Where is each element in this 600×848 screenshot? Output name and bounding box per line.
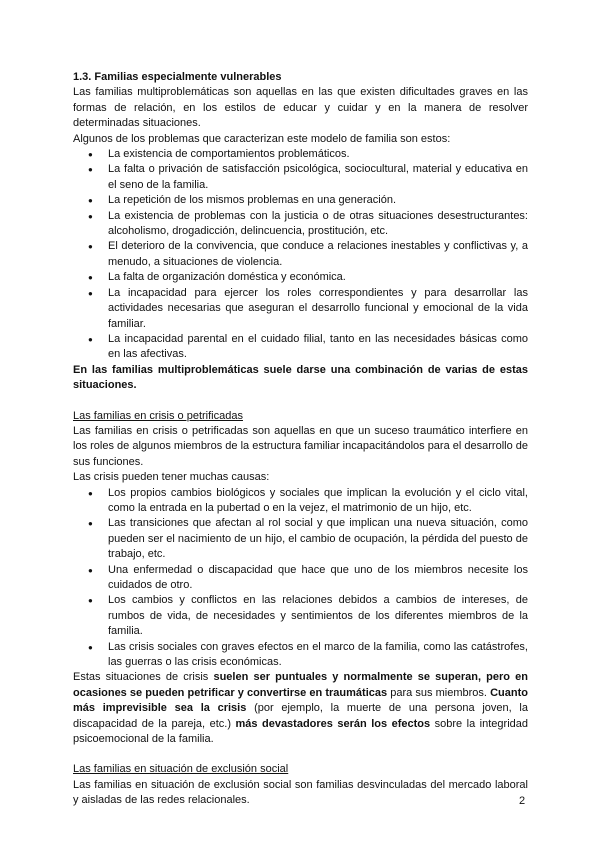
section-heading-crisis-families: Las familias en crisis o petrificadas [73, 409, 243, 422]
text-run: para sus miembros. [387, 686, 491, 699]
list-item: ● La incapacidad parental en el cuidado filial, tanto en las necesidades básicas como en las afectivas. [108, 332, 528, 363]
paragraph-multiproblem-intro: Las familias multiproblemáticas son aquellas en las que existen dificultades graves en las formas de relación, en los estilos de educar y cuidar y en la manera de resolver determinadas situaciones. [73, 86, 528, 130]
list-item: ● La falta o privación de satisfacción psicológica, sociocultural, material y educativa en el seno de la familia. [108, 162, 528, 193]
bold-run: suelen ser puntuales y normalmente se superan, pero en ocasiones se pueden petrificar y convertirse en traumáticas [73, 671, 528, 699]
list-item: ● El deterioro de la convivencia, que conduce a relaciones inestables y conflictivas y, a menudo, a situaciones de violencia. [108, 239, 528, 270]
list-item: ● Las crisis sociales con graves efectos en el marco de la familia, como las catástrofes, las guerras o las crisis económicas. [108, 640, 528, 671]
list-item: ● La incapacidad para ejercer los roles correspondientes y para desarrollar las actividades necesarias que aseguran el desarrollo funcional y emocional de la vida familiar. [108, 286, 528, 332]
problems-list [73, 147, 528, 363]
list-item: ● La repetición de los mismos problemas en una generación. [108, 193, 528, 208]
list-item: ● La existencia de comportamientos problemáticos. [108, 147, 528, 162]
text-run: (por ejemplo, la muerte de una persona joven, la discapacidad de la pareja, etc.) [73, 702, 528, 730]
crisis-causes-list [73, 486, 528, 671]
paragraph-exclusion-intro: Las familias en situación de exclusión social son familias desvinculadas del mercado laboral y aisladas de las redes relacionales. [73, 778, 528, 807]
section-heading-vulnerable-families: 1.3. Familias especialmente vulnerables [73, 71, 282, 83]
paragraph-multiproblem-conclusion: En las familias multiproblemáticas suele darse una combinación de varias de estas situaciones. [73, 363, 528, 392]
page-number: 2 [519, 795, 526, 807]
paragraph-crisis-intro: Las familias en crisis o petrificadas son aquellas en que un suceso traumático interfiere en los roles de algunos miembros de la estructura familiar incapacitándolos para el desarrollo de sus funciones. [73, 424, 528, 468]
paragraph-crisis-lead: Las crisis pueden tener muchas causas: [73, 471, 270, 484]
text-run: Estas situaciones de crisis [73, 671, 214, 684]
bold-run: más devastadores serán los efectos [235, 717, 431, 730]
paragraph-problems-lead: Algunos de los problemas que caracterizan este modelo de familia son estos: [73, 132, 451, 145]
list-item: ● Las transiciones que afectan al rol social y que implican una nueva situación, como pueden ser el nacimiento de un hijo, el cambio de ocupación, la pérdida del puesto de trabajo, etc. [108, 516, 528, 562]
document-page [73, 70, 528, 809]
list-item: ● Los cambios y conflictos en las relaciones debidos a cambios de intereses, de rumbos de vida, de necesidades y sentimientos de los diferentes miembros de la familia. [108, 593, 528, 639]
bold-run: Cuanto más imprevisible sea la crisis [73, 686, 528, 715]
section-heading-exclusion-families: Las familias en situación de exclusión social [73, 763, 289, 776]
list-item: ● La falta de organización doméstica y económica. [108, 270, 528, 285]
paragraph-crisis-closing [73, 670, 528, 747]
list-item: ● Una enfermedad o discapacidad que hace que uno de los miembros necesite los cuidados de otro. [108, 563, 528, 594]
text-run: sobre la integridad psicoemocional de la familia. [73, 717, 528, 746]
list-item: ● Los propios cambios biológicos y sociales que implican la evolución y el ciclo vital, como la entrada en la pubertad o en la vejez, el matrimonio de un hijo, etc. [108, 486, 528, 517]
list-item: ● La existencia de problemas con la justicia o de otras situaciones desestructurantes: alcoholismo, drogadicción, delincuencia, prostitución, etc. [108, 209, 528, 240]
